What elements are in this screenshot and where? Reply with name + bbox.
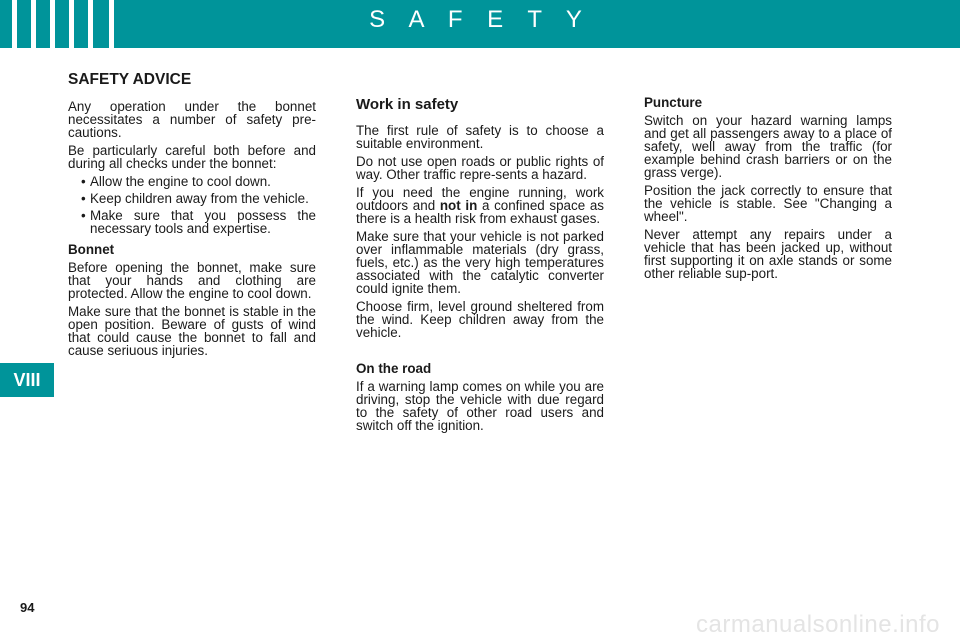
- section-heading: Work in safety: [356, 96, 459, 113]
- bullet-list: [68, 175, 316, 235]
- section-heading: SAFETY ADVICE: [68, 71, 192, 88]
- paragraph: Before opening the bonnet, make sure that your hands and clothing are protected. Allow the engine to cool down.: [68, 260, 316, 301]
- text-run: If you need the engine running, work outdoors and: [356, 185, 604, 213]
- list-item: • Make sure that you possess the necessary tools and expertise.: [68, 209, 316, 235]
- column-work-in-safety: [356, 96, 604, 437]
- paragraph: The first rule of safety is to choose a suitable environment.: [356, 123, 604, 151]
- subheading-puncture: Puncture: [644, 95, 703, 110]
- chapter-tab[interactable]: VIII: [0, 363, 54, 397]
- paragraph: If a warning lamp comes on while you are driving, stop the vehicle with due regard to the safety of other road users and switch off the ignition.: [356, 379, 604, 433]
- header-banner: [0, 0, 960, 48]
- paragraph: Any operation under the bonnet necessitates a number of safety pre-cautions.: [68, 99, 316, 140]
- page-title: S A F E T Y: [369, 6, 591, 33]
- paragraph: Be particularly careful both before and during all checks under the bonnet:: [68, 143, 316, 171]
- paragraph: Choose firm, level ground sheltered from the wind. Keep children away from the vehicle.: [356, 299, 604, 340]
- paragraph: Make sure that your vehicle is not parked over inflammable materials (dry grass, fuels, etc.) as the very high temperatures associated with the catalytic converter could ignite them.: [356, 229, 604, 296]
- page-number: 94: [20, 600, 35, 615]
- paragraph: Switch on your hazard warning lamps and get all passengers away to a place of safety, well away from the traffic (for example behind crash barriers or on the grass verge).: [644, 113, 892, 180]
- list-item: • Allow the engine to cool down.: [68, 175, 316, 188]
- paragraph: Position the jack correctly to ensure that the vehicle is stable. See "Changing a wheel".: [644, 183, 892, 224]
- column-puncture: [644, 96, 892, 285]
- paragraph: Do not use open roads or public rights of way. Other traffic repre-sents a hazard.: [356, 154, 604, 182]
- list-item: • Keep children away from the vehicle.: [68, 192, 316, 205]
- paragraph: [356, 186, 604, 225]
- paragraph: Make sure that the bonnet is stable in the open position. Beware of gusts of wind that could cause the bonnet to fall and cause seriuous injuries.: [68, 304, 316, 358]
- bold-text: not in: [439, 198, 478, 213]
- column-safety-advice: [68, 71, 316, 362]
- subheading-bonnet: Bonnet: [68, 242, 115, 257]
- watermark: carmanualsonline.info: [696, 611, 940, 638]
- text-run: a confined space as there is a health risk from exhaust gases.: [356, 198, 604, 226]
- subheading-on-the-road: On the road: [356, 361, 432, 376]
- paragraph: Never attempt any repairs under a vehicle that has been jacked up, without first supporting it on axle stands or some other reliable sup-port.: [644, 227, 892, 281]
